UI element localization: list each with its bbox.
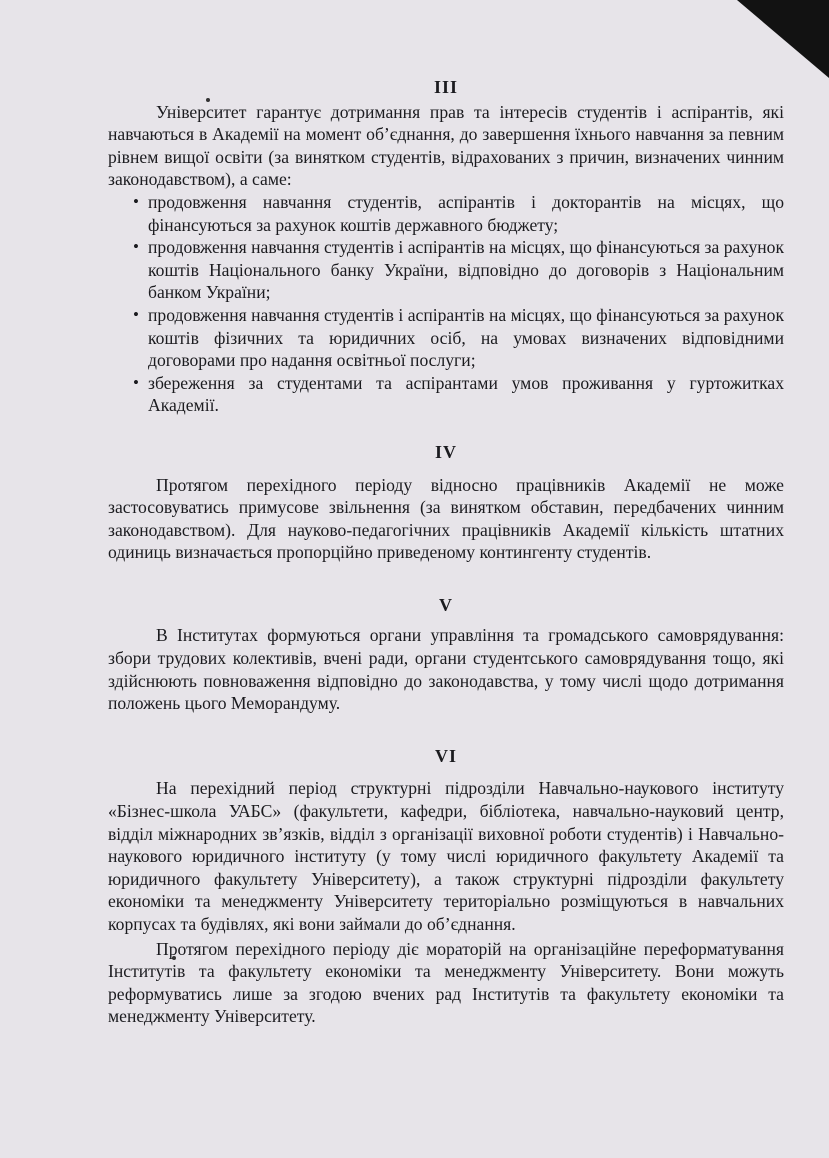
rights-list <box>108 191 784 417</box>
memorandum-page <box>108 76 784 1028</box>
section-v <box>108 594 784 715</box>
section-title: VI <box>434 745 457 766</box>
paragraph: Протягом перехідного періоду діє мораторій на організаційне переформатування Інститутів та факультету економіки та менеджменту Університету. Вони можуть реформуватись лише за згодою вчених рад Інститутів та факультету економіки та менеджменту Університету. <box>108 938 784 1027</box>
section-title: V <box>439 594 453 615</box>
paragraph: В Інститутах формуються органи управління та громадського самоврядування: збори трудових колективів, вчені ради, органи студентського самоврядування тощо, які здійснюють повноваження відповідно до законодавства, у тому числі щодо дотримання положень цього Меморандуму. <box>108 625 784 714</box>
scan-corner-shadow <box>737 0 829 78</box>
list-item: • продовження навчання студентів і аспірантів на місцях, що фінансуються за рахунок коштів фізичних та юридичних осіб, на умовах визначених відповідними договорами про надання освітньої послуги; <box>108 304 784 372</box>
list-item: • продовження навчання студентів, аспірантів і докторантів на місцях, що фінансуються за рахунок коштів державного бюджету; <box>108 191 784 236</box>
section-iii <box>108 76 784 417</box>
list-item: • збереження за студентами та аспірантами умов проживання у гуртожитках Академії. <box>108 372 784 417</box>
paragraph: На перехідний період структурні підрозділи Навчально-наукового інституту «Бізнес-школа УАБС» (факультети, кафедри, бібліотека, навчально-науковий центр, відділ міжнародних зв’язків, відділ з організації виховної роботи студентів) і Навчально-наукового юридичного інституту (у тому числі юридичного факультету Академії та юридичного факультету Університету), а також структурні підрозділи факультету економіки та менеджменту Університету територіально розміщуються в навчальних корпусах та будівлях, які вони займали до об’єднання. <box>108 778 784 934</box>
section-intro: Університет гарантує дотримання прав та інтересів студентів і аспірантів, які навчаються в Академії на момент об’єднання, до завершення їхнього навчання за певним рівнем вищої освіти (за винятком студентів, відрахованих з причин, визначених чинним законодавством), а саме: <box>108 101 784 190</box>
section-iv <box>108 441 784 564</box>
section-title: III <box>433 77 458 97</box>
section-title: IV <box>434 441 457 462</box>
paragraph: Протягом перехідного періоду відносно працівників Академії не може застосовуватись примусове звільнення (за винятком обставин, передбачених чинним законодавством). Для науково-педагогічних працівників Академії кількість штатних одиниць визначається пропорційно приведеному контингенту студентів. <box>108 474 784 563</box>
section-vi <box>108 745 784 1028</box>
list-item: • продовження навчання студентів і аспірантів на місцях, що фінансуються за рахунок коштів Національного банку України, відповідно до договорів з Національним банком України; <box>108 236 784 304</box>
